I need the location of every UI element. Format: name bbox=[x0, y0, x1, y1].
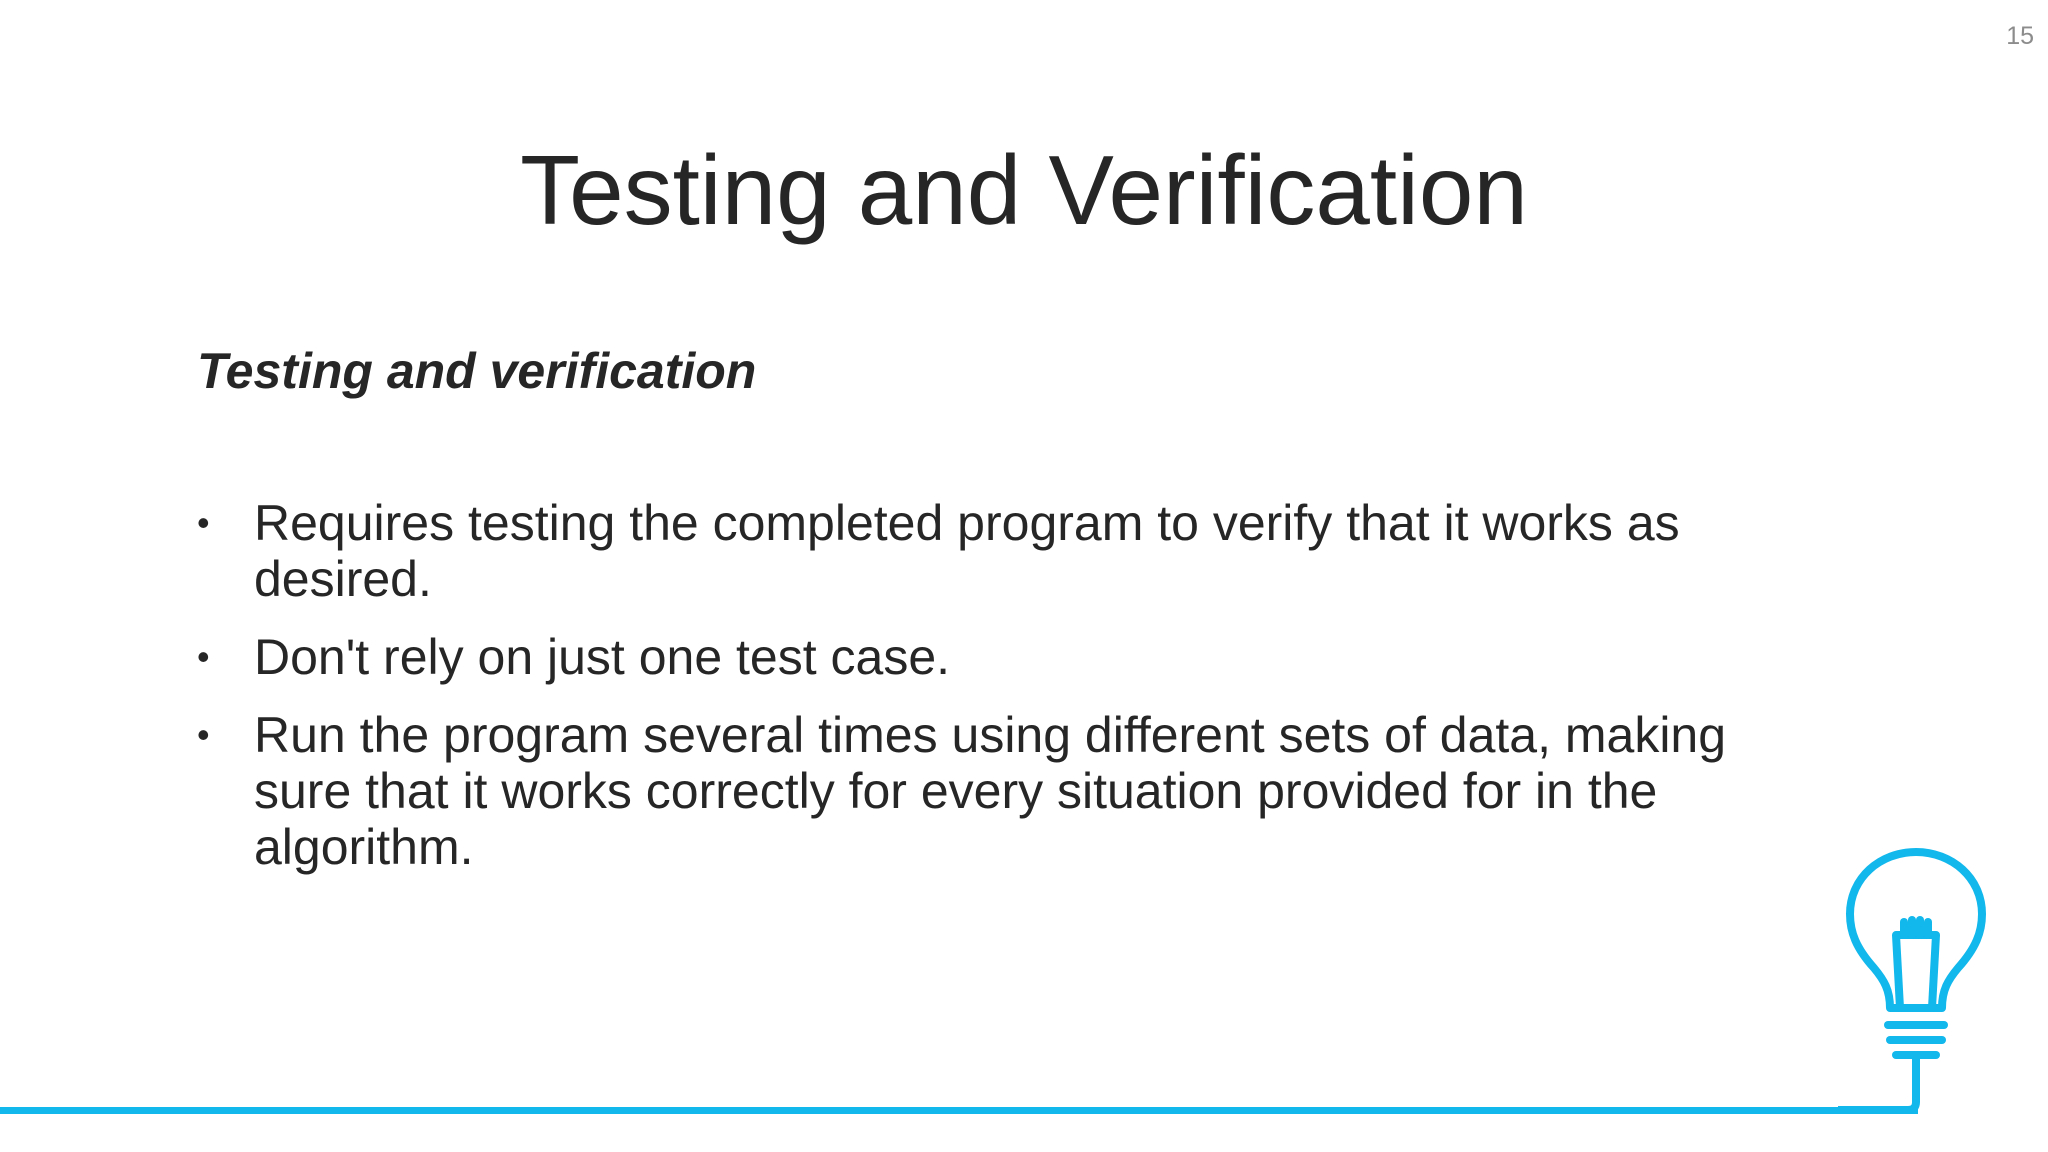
bullet-dot: • bbox=[197, 636, 210, 677]
slide-title: Testing and Verification bbox=[520, 135, 1528, 245]
footer-accent-line bbox=[0, 1107, 1918, 1114]
bullet-text: Requires testing the completed program to verify that it works as desired. bbox=[254, 495, 1680, 607]
lightbulb-icon bbox=[1838, 840, 1998, 1120]
bullet-list bbox=[197, 495, 1837, 897]
bullet-item bbox=[197, 707, 1837, 875]
slide-subheading: Testing and verification bbox=[197, 343, 757, 399]
bullet-dot: • bbox=[197, 714, 210, 755]
bullet-dot: • bbox=[197, 502, 210, 543]
bullet-item bbox=[197, 495, 1837, 607]
bullet-text: Don't rely on just one test case. bbox=[254, 629, 951, 685]
page-number: 15 bbox=[2006, 22, 2034, 50]
bullet-item bbox=[197, 629, 1837, 685]
bullet-text: Run the program several times using different sets of data, making sure that it works correctly for every situation provided for in the algorithm. bbox=[254, 707, 1727, 875]
